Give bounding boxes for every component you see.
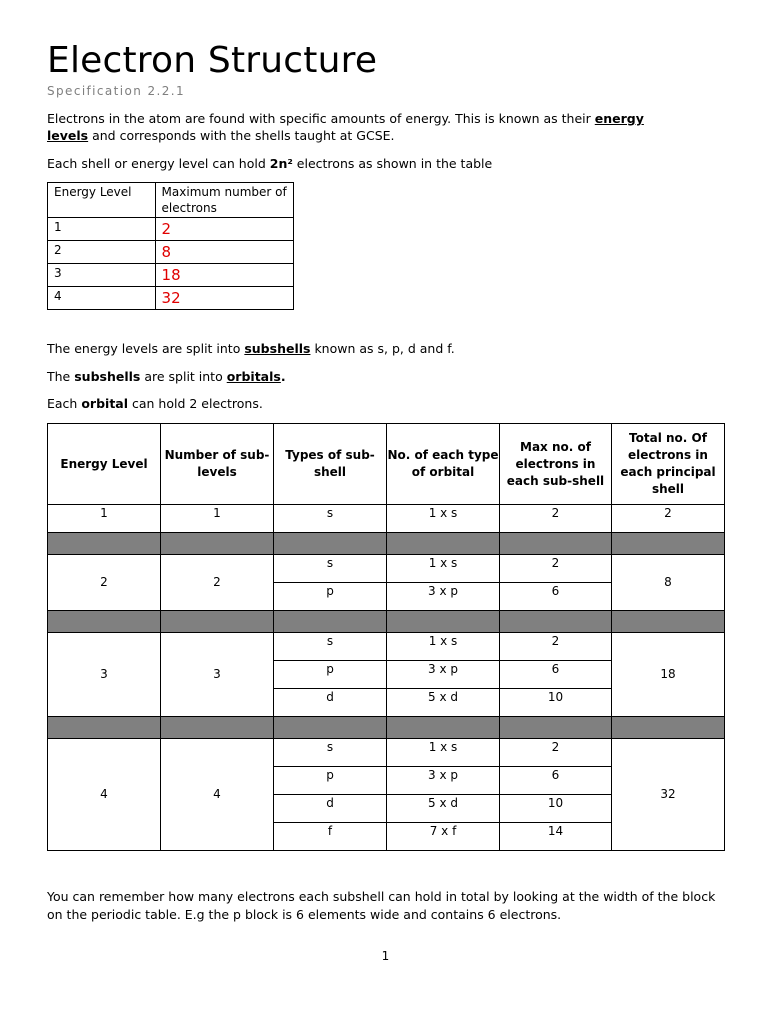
orbital-count-cell: 5 x d [387, 795, 500, 823]
orbital-count-cell: 1 x s [387, 739, 500, 767]
table-header-row [48, 424, 725, 505]
table-row [48, 633, 725, 661]
table-row [48, 264, 294, 287]
energy-level-cell: 4 [48, 739, 161, 851]
intro-text: Electrons in the atom are found with specific amounts of energy. This is known as their [47, 111, 595, 126]
header-types-subshell: Types of sub-shell [274, 424, 387, 505]
subshells-bold: subshells [74, 369, 141, 384]
orbital-text: The [47, 369, 75, 384]
subshell-type-cell: s [274, 633, 387, 661]
orbital-count-cell: 1 x s [387, 555, 500, 583]
shell-capacity-line [47, 155, 492, 172]
orbital-count-cell: 3 x p [387, 661, 500, 689]
orbitals-term: orbitals [226, 369, 281, 384]
header-total-electrons: Total no. Of electrons in each principal shell [612, 424, 725, 505]
max-electrons-cell: 2 [155, 218, 293, 241]
table-row [48, 287, 294, 310]
page-number: 1 [381, 949, 390, 963]
header-max-electrons: Max no. of electrons in each sub-shell [500, 424, 612, 505]
intro-text-end: and corresponds with the shells taught at GCSE. [88, 128, 395, 143]
separator-row [48, 611, 725, 633]
total-electrons-cell: 2 [612, 505, 725, 533]
max-electrons-cell: 6 [500, 661, 612, 689]
max-electrons-cell: 14 [500, 823, 612, 851]
closing-paragraph: You can remember how many electrons each subshell can hold in total by looking at the width of the block on the periodic table. E.g the p block is 6 elements wide and contains 6 electrons. [47, 889, 716, 922]
energy-level-cell: 1 [48, 505, 161, 533]
shell-line-text-end: electrons as shown in the table [292, 156, 493, 171]
subshell-type-cell: p [274, 661, 387, 689]
max-electrons-cell: 8 [155, 241, 293, 264]
table-row [48, 555, 725, 583]
page-title: Electron Structure [47, 40, 378, 81]
max-electrons-cell: 10 [500, 795, 612, 823]
level-cell: 1 [48, 218, 156, 241]
formula-2n2: 2n² [269, 156, 293, 171]
orbital-count-cell: 5 x d [387, 689, 500, 717]
orbital-bold: orbital [81, 396, 129, 411]
header-max-electrons: Maximum number of electrons [155, 183, 293, 218]
each-orbital-text-end: can hold 2 electrons. [128, 396, 263, 411]
max-electrons-cell: 18 [155, 264, 293, 287]
shell-line-text: Each shell or energy level can hold [47, 156, 270, 171]
each-orbital-paragraph [47, 395, 263, 412]
total-electrons-cell: 32 [612, 739, 725, 851]
intro-paragraph [47, 110, 687, 144]
each-orbital-text: Each [47, 396, 82, 411]
level-cell: 3 [48, 264, 156, 287]
subshell-table [47, 423, 725, 851]
level-cell: 2 [48, 241, 156, 264]
header-energy-level: Energy Level [48, 424, 161, 505]
subshell-type-cell: f [274, 823, 387, 851]
sublevels-cell: 3 [161, 633, 274, 717]
separator-row [48, 717, 725, 739]
subshell-type-cell: s [274, 505, 387, 533]
table-row [48, 218, 294, 241]
orbital-text-middle: are split into [140, 369, 227, 384]
max-electrons-cell: 2 [500, 555, 612, 583]
table-row [48, 241, 294, 264]
energy-level-table [47, 182, 294, 310]
orbital-count-cell: 1 x s [387, 633, 500, 661]
total-electrons-cell: 18 [612, 633, 725, 717]
subshell-type-cell: d [274, 795, 387, 823]
max-electrons-cell: 2 [500, 505, 612, 533]
subshell-type-cell: p [274, 583, 387, 611]
subshell-text-end: known as s, p, d and f. [310, 341, 455, 356]
max-electrons-cell: 6 [500, 583, 612, 611]
orbital-paragraph [47, 368, 286, 385]
orbital-period: . [280, 369, 286, 384]
max-electrons-cell: 2 [500, 633, 612, 661]
header-number-sublevels: Number of sub-levels [161, 424, 274, 505]
subshell-paragraph [47, 340, 455, 357]
subshell-text: The energy levels are split into [47, 341, 245, 356]
page-subtitle: Specification 2.2.1 [47, 84, 185, 98]
level-cell: 4 [48, 287, 156, 310]
energy-level-cell: 3 [48, 633, 161, 717]
max-electrons-cell: 10 [500, 689, 612, 717]
subshell-type-cell: s [274, 555, 387, 583]
subshell-type-cell: p [274, 767, 387, 795]
orbital-count-cell: 3 x p [387, 583, 500, 611]
sublevels-cell: 4 [161, 739, 274, 851]
subshells-term: subshells [244, 341, 311, 356]
orbital-count-cell: 1 x s [387, 505, 500, 533]
header-energy-level: Energy Level [48, 183, 156, 218]
max-electrons-cell: 6 [500, 767, 612, 795]
orbital-count-cell: 7 x f [387, 823, 500, 851]
sublevels-cell: 2 [161, 555, 274, 611]
energy-levels-term: energy levels [47, 111, 644, 143]
header-orbital-count: No. of each type of orbital [387, 424, 500, 505]
total-electrons-cell: 8 [612, 555, 725, 611]
orbital-count-cell: 3 x p [387, 767, 500, 795]
max-electrons-cell: 32 [155, 287, 293, 310]
energy-level-cell: 2 [48, 555, 161, 611]
table-header-row [48, 183, 294, 218]
max-electrons-cell: 2 [500, 739, 612, 767]
subshell-type-cell: s [274, 739, 387, 767]
separator-row [48, 533, 725, 555]
subshell-type-cell: d [274, 689, 387, 717]
table-row [48, 739, 725, 767]
table-row [48, 505, 725, 533]
sublevels-cell: 1 [161, 505, 274, 533]
